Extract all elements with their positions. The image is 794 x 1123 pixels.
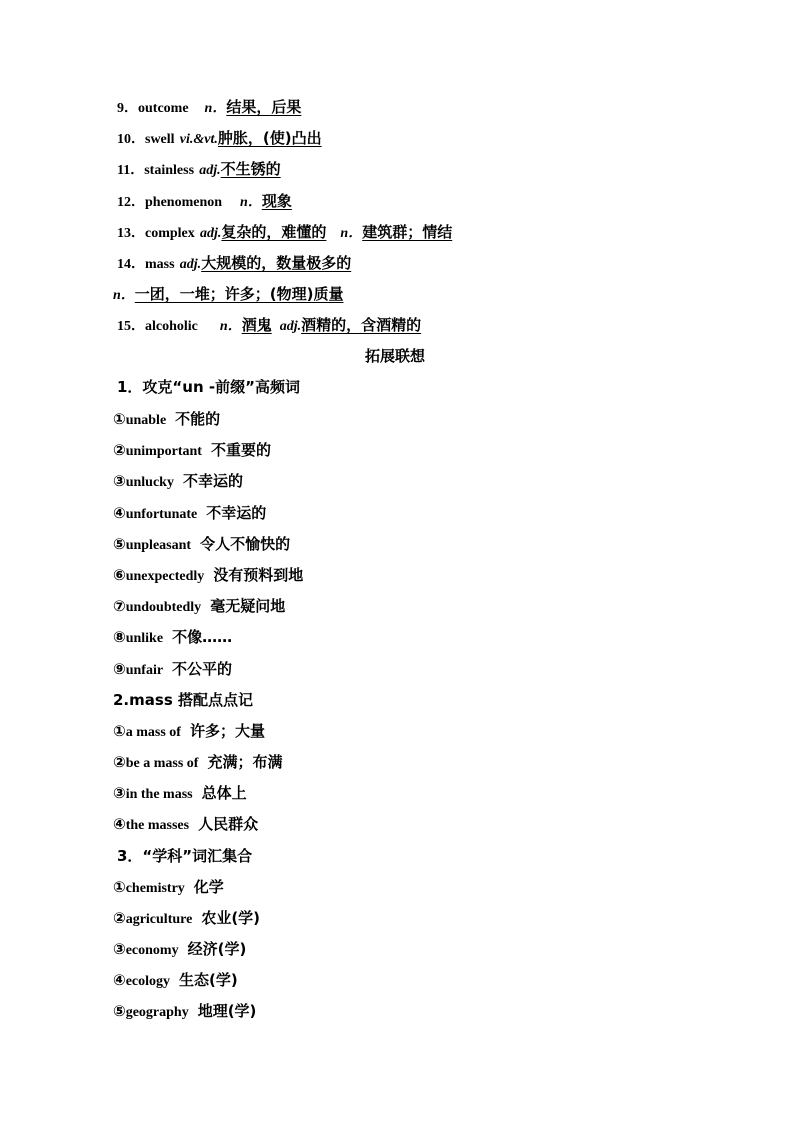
list-item [113,814,258,836]
group-heading-mass [113,690,253,710]
list-item [113,783,247,805]
list-item [113,503,266,525]
item-marker: ① [113,410,126,428]
item-meaning: 不能的 [175,410,221,428]
item-word: geography [125,1005,189,1020]
list-item [113,471,243,493]
item-meaning: 总体上 [201,784,247,802]
item-meaning: 地理(学) [197,1002,257,1020]
list-item [113,440,271,462]
section-title: 拓展联想 [365,347,426,365]
vocab-entry-10 [117,128,322,150]
entry-meaning: 酒鬼 [241,316,272,334]
item-marker: ⑥ [113,566,126,584]
entry-number: 14． [117,257,145,272]
list-item [113,409,220,431]
entry-pos: n． [204,101,227,116]
list-item [113,908,260,930]
item-word: unexpectedly [125,569,205,584]
item-word: economy [125,943,179,958]
vocab-entry-9 [117,97,301,119]
vocab-entry-14-continued [113,284,344,306]
entry-pos: vi.&vt. [179,132,218,147]
list-item [113,627,232,649]
entry-pos: adj. [179,257,202,272]
item-marker: ⑦ [113,597,126,616]
entry-meaning: 大规模的，数量极多的 [201,254,352,272]
list-item [113,721,265,743]
item-meaning: 不公平的 [172,659,233,678]
item-meaning: 不重要的 [210,441,271,460]
entry-meaning: 复杂的，难懂的 [221,223,327,241]
item-meaning: 毫无疑问地 [210,597,286,616]
item-word: unfair [125,662,164,678]
item-word: in the mass [125,787,193,802]
item-word: the masses [125,818,190,833]
item-meaning: 不像…… [172,628,233,647]
entry-pos: n． [240,195,262,210]
entry-number: 15． [117,319,145,334]
item-marker: ③ [113,472,126,491]
item-word: unlucky [125,475,174,491]
entry-meaning-2: 建筑群；情结 [362,223,453,241]
entry-word: swell [145,132,175,147]
entry-word: alcoholic [145,319,198,334]
item-meaning: 充满；布满 [207,753,283,771]
entry-pos: adj. [200,226,222,241]
list-item [113,877,224,899]
entry-word: stainless [144,163,195,178]
item-word: be a mass of [125,756,199,771]
item-marker: ③ [113,940,126,958]
group-heading-text: 2.mass 搭配点点记 [113,691,253,709]
item-marker: ④ [113,971,126,989]
entry-word: outcome [138,101,189,116]
item-meaning: 化学 [193,878,224,896]
entry-meaning: 不生锈的 [220,160,281,178]
list-item [113,534,290,556]
item-marker: ① [113,878,126,896]
list-item [113,565,303,587]
entry-pos-2: n． [340,226,363,241]
item-word: unimportant [125,444,202,460]
item-word: ecology [125,974,171,989]
entry-number: 12． [117,195,145,210]
item-word: agriculture [125,912,193,927]
item-meaning: 没有预料到地 [213,566,304,584]
item-word: a mass of [125,725,181,740]
list-item [113,659,232,681]
item-meaning: 经济(学) [187,940,247,958]
item-marker: ④ [113,815,126,833]
item-meaning: 人民群众 [198,815,259,833]
item-meaning: 令人不愉快的 [200,534,291,553]
entry-pos-2: n． [113,288,135,303]
item-meaning: 不幸运的 [206,503,267,522]
entry-pos-2: adj. [279,319,302,334]
entry-number: 11． [117,163,145,178]
item-word: unfortunate [125,506,198,522]
list-item [113,939,246,961]
entry-word: mass [145,257,175,272]
entry-pos: adj. [199,163,221,178]
vocab-entry-11 [117,159,281,181]
item-word: chemistry [125,881,185,896]
item-word: unpleasant [125,537,192,553]
vocab-entry-12 [117,191,292,213]
entry-meaning: 现象 [261,192,292,210]
entry-meaning-2: 一团，一堆；许多；(物理)质量 [134,285,344,303]
vocab-entry-14 [117,253,351,275]
entry-number: 10． [117,132,145,147]
item-marker: ③ [113,784,126,802]
entry-meaning-2: 酒精的，含酒精的 [301,316,422,334]
group-heading-un-prefix: 1．攻克“un -前缀”高频词 [117,378,300,396]
entry-number: 13． [117,226,145,241]
item-marker: ② [113,753,126,771]
item-meaning: 许多；大量 [189,722,265,740]
item-word: unable [125,413,167,428]
list-item [113,752,282,774]
item-meaning: 不幸运的 [182,472,243,491]
item-meaning: 生态(学) [179,971,238,989]
item-marker: ⑤ [113,1002,126,1020]
list-item [113,1001,256,1023]
item-word: unlike [125,631,164,647]
entry-word: phenomenon [145,195,223,210]
entry-number: 9． [117,101,138,116]
entry-meaning: 结果，后果 [226,98,302,116]
vocab-entry-13 [117,222,452,244]
item-marker: ② [113,441,126,460]
entry-pos: n． [219,319,242,334]
item-meaning: 农业(学) [201,909,261,927]
entry-meaning: 肿胀，(使)凸出 [217,129,322,147]
item-marker: ④ [113,503,126,522]
item-marker: ⑤ [113,534,126,553]
item-marker: ② [113,909,126,927]
item-marker: ⑨ [113,659,126,678]
list-item [113,596,285,618]
item-marker: ① [113,722,126,740]
item-marker: ⑧ [113,628,126,647]
entry-word: complex [145,226,195,241]
vocab-entry-15 [117,315,421,337]
list-item [113,970,238,992]
group-heading-subjects: 3．“学科”词汇集合 [117,847,253,865]
item-word: undoubtedly [125,600,202,616]
